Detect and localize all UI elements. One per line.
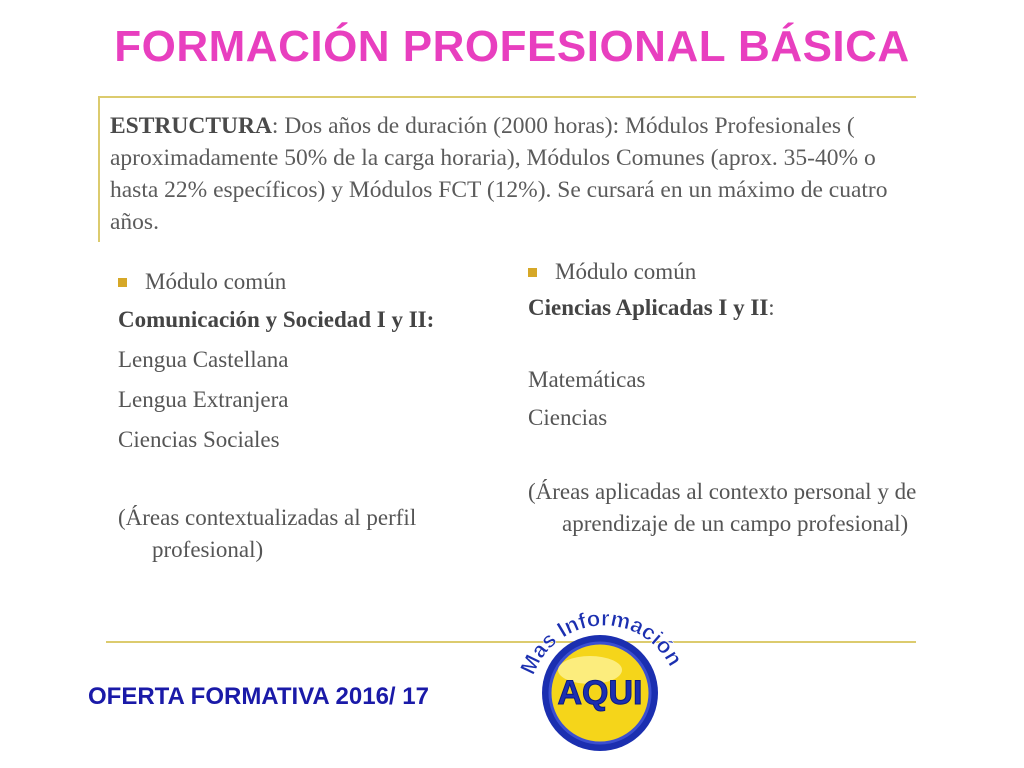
left-note: (Áreas contextualizadas al perfil profesional) [118, 505, 417, 562]
right-bullet-row [528, 256, 928, 288]
right-column [528, 256, 928, 540]
right-bullet-label: Módulo común [555, 259, 697, 284]
left-bullet-row [118, 266, 508, 298]
left-column [118, 266, 508, 566]
right-item-matematicas: Matemáticas [528, 367, 646, 392]
logo-arc-text: Mas Información [515, 605, 688, 679]
mas-informacion-aqui-logo[interactable] [508, 588, 698, 768]
left-item-ciencias-sociales: Ciencias Sociales [118, 427, 280, 452]
estructura-label: ESTRUCTURA [110, 113, 272, 139]
logo-center-text: AQUI [557, 674, 643, 712]
estructura-paragraph [110, 110, 900, 238]
page-title: FORMACIÓN PROFESIONAL BÁSICA [114, 22, 910, 71]
bullet-square-icon [118, 278, 127, 287]
right-heading: Ciencias Aplicadas I y II [528, 295, 769, 320]
left-heading: Comunicación y Sociedad I y II: [118, 307, 435, 332]
right-note: (Áreas aplicadas al contexto personal y de aprendizaje de un campo profesional) [528, 479, 917, 536]
top-divider [98, 96, 916, 98]
bullet-square-icon [528, 268, 537, 277]
left-bullet-label: Módulo común [145, 269, 287, 294]
right-heading-suffix: : [768, 295, 775, 320]
left-item-lengua-extranjera: Lengua Extranjera [118, 387, 289, 412]
left-divider [98, 96, 100, 242]
right-item-ciencias: Ciencias [528, 405, 608, 430]
left-item-lengua-castellana: Lengua Castellana [118, 347, 289, 372]
right-heading-row [528, 292, 928, 324]
estructura-text: : Dos años de duración (2000 horas): Módulos Profesionales ( aproximadamente 50% de la carga horaria), Módulos Comunes (aprox. 35-40% o hasta 22% específicos) y Módulos FCT (12%). Se cursará en un máximo de cuatro años. [110, 113, 888, 235]
oferta-footer: OFERTA FORMATIVA 2016/ 17 [88, 683, 429, 710]
